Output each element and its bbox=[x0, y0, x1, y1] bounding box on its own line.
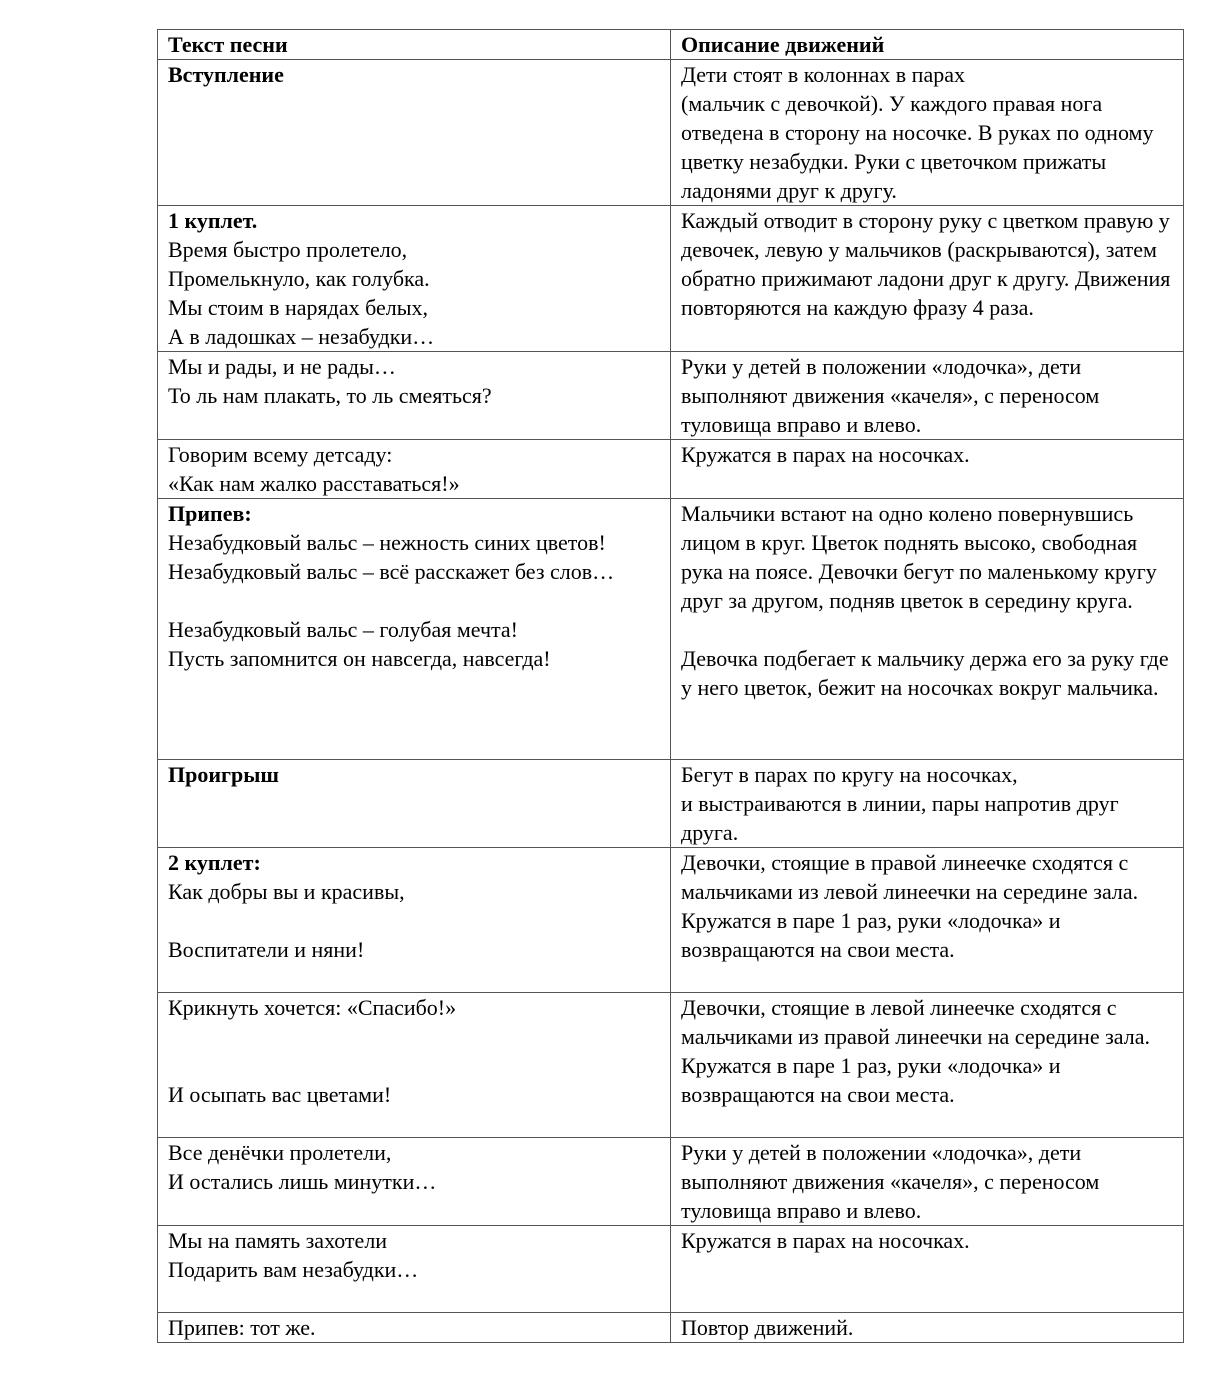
table-row bbox=[158, 848, 1184, 993]
table-row bbox=[158, 206, 1184, 352]
table-row bbox=[158, 993, 1184, 1138]
moves-cell: Мальчики встают на одно колено повернувшись лицом в круг. Цветок поднять высоко, свободная рука на поясе. Девочки бегут по маленькому кругу друг за другом, подняв цветок в середину круга. Девочка подбегает к мальчику держа его за руку где у него цветок, бежит на носочках вокруг мальчика. bbox=[671, 499, 1184, 760]
table-row bbox=[158, 440, 1184, 499]
moves-cell: Руки у детей в положении «лодочка», дети выполняют движения «качеля», с переносом туловища вправо и влево. bbox=[671, 1138, 1184, 1226]
section-heading: 2 куплет: bbox=[168, 850, 261, 875]
moves-cell: Каждый отводит в сторону руку с цветком правую у девочек, левую у мальчиков (раскрываются), затем обратно прижимают ладони друг к другу. Движения повторяются на каждую фразу 4 раза. bbox=[671, 206, 1184, 352]
lyrics-text: Как добры вы и красивы, Воспитатели и няни! bbox=[168, 879, 405, 962]
table-row bbox=[158, 499, 1184, 760]
table-header-row bbox=[158, 30, 1184, 60]
table-row bbox=[158, 1138, 1184, 1226]
lyrics-cell bbox=[158, 60, 671, 206]
moves-cell: Девочки, стоящие в левой линеечке сходятся с мальчиками из правой линеечки на середине зала. Кружатся в паре 1 раз, руки «лодочка» и возвращаются на свои места. bbox=[671, 993, 1184, 1138]
moves-cell: Бегут в парах по кругу на носочках, и выстраиваются в линии, пары напротив друг друга. bbox=[671, 760, 1184, 848]
moves-cell: Дети стоят в колоннах в парах (мальчик с девочкой). У каждого правая нога отведена в сторону на носочке. В руках по одному цветку незабудки. Руки с цветочком прижаты ладонями друг к другу. bbox=[671, 60, 1184, 206]
table-row bbox=[158, 60, 1184, 206]
table-row bbox=[158, 760, 1184, 848]
movement-table bbox=[157, 29, 1184, 1343]
table-row bbox=[158, 1226, 1184, 1313]
section-heading: Проигрыш bbox=[168, 762, 279, 787]
table-row bbox=[158, 352, 1184, 440]
lyrics-cell bbox=[158, 760, 671, 848]
lyrics-cell: Мы на память захотели Подарить вам незабудки… bbox=[158, 1226, 671, 1313]
lyrics-cell: Крикнуть хочется: «Спасибо!» И осыпать вас цветами! bbox=[158, 993, 671, 1138]
lyrics-cell bbox=[158, 206, 671, 352]
section-heading: 1 куплет. bbox=[168, 208, 258, 233]
header-lyrics: Текст песни bbox=[158, 30, 671, 60]
lyrics-cell bbox=[158, 848, 671, 993]
section-heading: Припев: bbox=[168, 501, 252, 526]
section-heading: Вступление bbox=[168, 62, 284, 87]
moves-cell: Повтор движений. bbox=[671, 1313, 1184, 1343]
lyrics-cell: Все денёчки пролетели, И остались лишь минутки… bbox=[158, 1138, 671, 1226]
lyrics-cell: Мы и рады, и не рады… То ль нам плакать, то ль смеяться? bbox=[158, 352, 671, 440]
lyrics-cell: Говорим всему детсаду: «Как нам жалко расставаться!» bbox=[158, 440, 671, 499]
table-row bbox=[158, 1313, 1184, 1343]
moves-cell: Кружатся в парах на носочках. bbox=[671, 440, 1184, 499]
lyrics-cell bbox=[158, 499, 671, 760]
lyrics-text: Незабудковый вальс – нежность синих цветов! Незабудковый вальс – всё расскажет без слов… Незабудковый вальс – голубая мечта! Пусть запомнится он навсегда, навсегда! bbox=[168, 530, 615, 671]
header-moves: Описание движений bbox=[671, 30, 1184, 60]
moves-cell: Руки у детей в положении «лодочка», дети выполняют движения «качеля», с переносом туловища вправо и влево. bbox=[671, 352, 1184, 440]
lyrics-text: Время быстро пролетело, Промелькнуло, как голубка. Мы стоим в нарядах белых, А в ладошках – незабудки… bbox=[168, 237, 435, 349]
moves-cell: Кружатся в парах на носочках. bbox=[671, 1226, 1184, 1313]
lyrics-cell: Припев: тот же. bbox=[158, 1313, 671, 1343]
moves-cell: Девочки, стоящие в правой линеечке сходятся с мальчиками из левой линеечки на середине зала. Кружатся в паре 1 раз, руки «лодочка» и возвращаются на свои места. bbox=[671, 848, 1184, 993]
